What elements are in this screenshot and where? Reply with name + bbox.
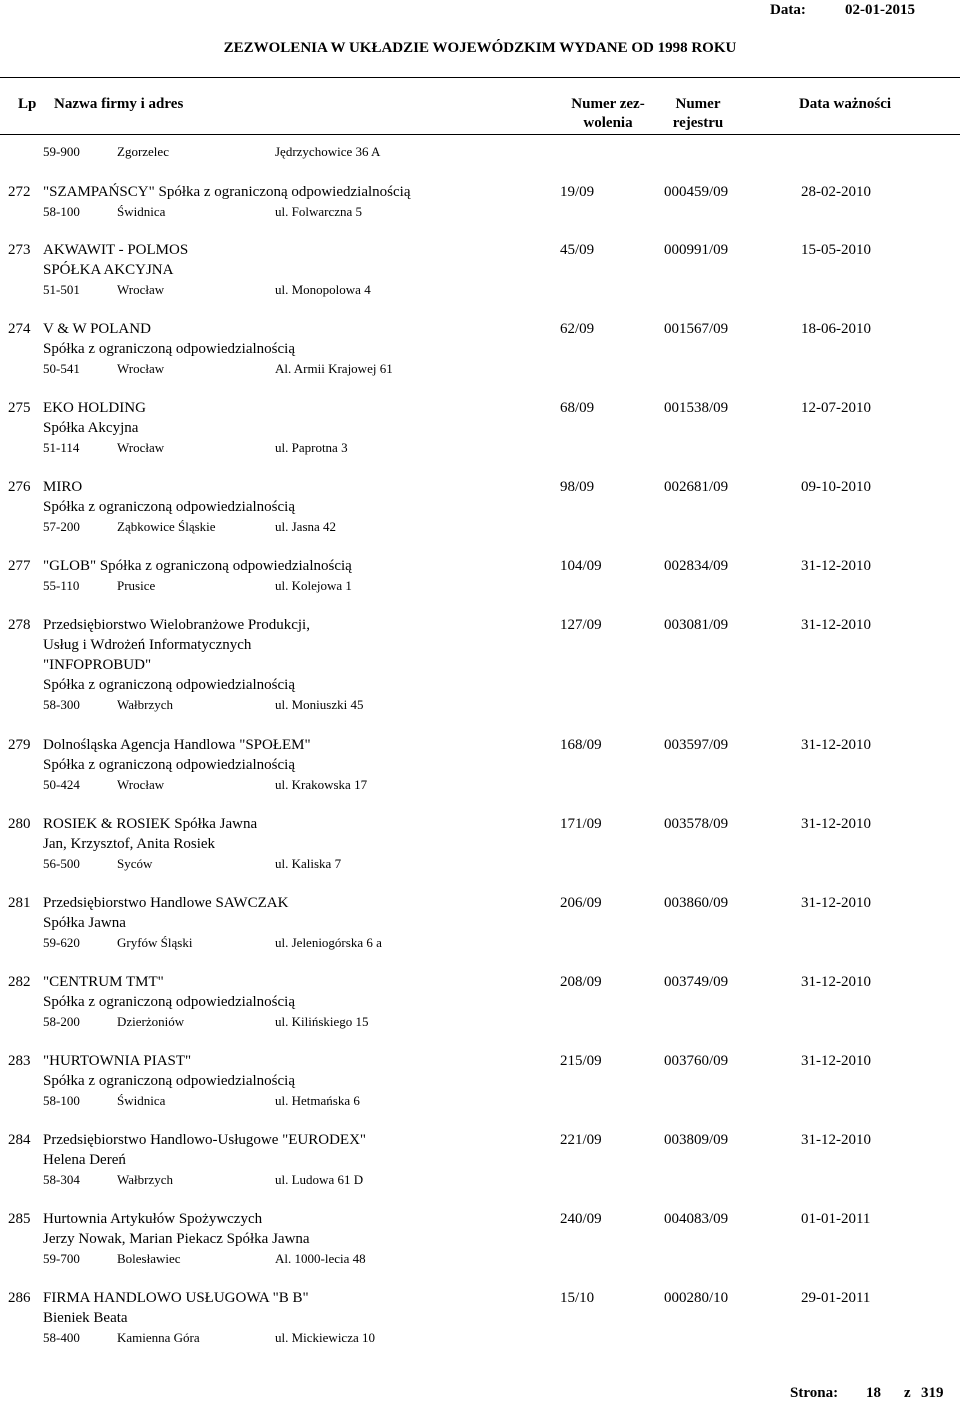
record-name-line: Spółka z ograniczoną odpowiedzialnością xyxy=(43,757,295,773)
record-name-line: Jerzy Nowak, Marian Piekacz Spółka Jawna xyxy=(43,1231,310,1247)
record-register-number: 003860/09 xyxy=(664,895,729,911)
record-permit-number: 45/09 xyxy=(560,242,595,258)
record-lp: 274 xyxy=(8,321,31,337)
record-name-line: Przedsiębiorstwo Handlowo-Usługowe "EURODEX" xyxy=(43,1132,367,1148)
record-street: ul. Hetmańska 6 xyxy=(275,1093,360,1108)
record-register-number: 003597/09 xyxy=(664,737,729,753)
record-register-number: 001538/09 xyxy=(664,400,729,416)
record-permit-number: 98/09 xyxy=(560,479,595,495)
record-city: Kamienna Góra xyxy=(117,1330,200,1345)
record-name-line: Spółka Jawna xyxy=(43,915,126,931)
record-postal-code: 58-200 xyxy=(43,1014,80,1029)
record-register-number: 003081/09 xyxy=(664,617,729,633)
record-postal-code: 58-304 xyxy=(43,1172,80,1187)
record-permit-number: 104/09 xyxy=(560,558,602,574)
record-name-line: Dolnośląska Agencja Handlowa "SPOŁEM" xyxy=(43,737,311,753)
record-street: ul. Paprotna 3 xyxy=(275,440,348,455)
record-street: ul. Jasna 42 xyxy=(275,519,337,534)
record-permit-number: 127/09 xyxy=(560,617,602,633)
record-register-number: 000280/10 xyxy=(664,1290,729,1306)
record-postal-code: 59-620 xyxy=(43,935,80,950)
col-lp-header: Lp xyxy=(18,96,37,112)
record-lp: 277 xyxy=(8,558,31,574)
record-postal-code: 56-500 xyxy=(43,856,80,871)
record-register-number: 003749/09 xyxy=(664,974,729,990)
record-city: Wrocław xyxy=(117,777,165,792)
record-lp: 286 xyxy=(8,1290,31,1306)
record-name-line: "GLOB" Spółka z ograniczoną odpowiedzialnością xyxy=(43,558,352,574)
col-name-header: Nazwa firmy i adres xyxy=(54,96,184,112)
record-name-line: Bieniek Beata xyxy=(43,1310,128,1326)
record-validity-date: 31-12-2010 xyxy=(801,1132,871,1148)
record-permit-number: 19/09 xyxy=(560,184,595,200)
record-name-line: V & W POLAND xyxy=(43,321,151,337)
footer-page-label: Strona: xyxy=(790,1385,839,1401)
record-city: Gryfów Śląski xyxy=(117,935,193,950)
footer-page-total: 319 xyxy=(921,1385,944,1401)
record-street: ul. Krakowska 17 xyxy=(275,777,368,792)
record-name-line: Spółka z ograniczoną odpowiedzialnością xyxy=(43,1073,295,1089)
footer-of-label: z xyxy=(904,1385,911,1401)
record-postal-code: 50-424 xyxy=(43,777,80,792)
record-validity-date: 09-10-2010 xyxy=(801,479,871,495)
record-postal-code: 51-114 xyxy=(43,440,80,455)
record-permit-number: 206/09 xyxy=(560,895,602,911)
record-register-number: 003809/09 xyxy=(664,1132,729,1148)
record-lp: 283 xyxy=(8,1053,31,1069)
record-name-line: Helena Dereń xyxy=(43,1152,126,1168)
prev-city: Zgorzelec xyxy=(117,144,169,159)
record-city: Wrocław xyxy=(117,440,165,455)
record-name-line: Jan, Krzysztof, Anita Rosiek xyxy=(43,836,216,852)
record-name-line: Spółka z ograniczoną odpowiedzialnością xyxy=(43,341,295,357)
record-name-line: "INFOPROBUD" xyxy=(43,657,152,673)
record-lp: 281 xyxy=(8,895,31,911)
record-postal-code: 55-110 xyxy=(43,578,80,593)
record-validity-date: 15-05-2010 xyxy=(801,242,871,258)
record-validity-date: 01-01-2011 xyxy=(801,1211,871,1227)
record-name-line: Hurtownia Artykułów Spożywczych xyxy=(43,1211,263,1227)
record-register-number: 002681/09 xyxy=(664,479,729,495)
record-street: ul. Monopolowa 4 xyxy=(275,282,371,297)
record-permit-number: 168/09 xyxy=(560,737,602,753)
record-permit-number: 15/10 xyxy=(560,1290,595,1306)
record-lp: 275 xyxy=(8,400,31,416)
record-postal-code: 57-200 xyxy=(43,519,80,534)
record-postal-code: 58-400 xyxy=(43,1330,80,1345)
record-lp: 279 xyxy=(8,737,31,753)
record-street: ul. Kaliska 7 xyxy=(275,856,342,871)
record-name-line: MIRO xyxy=(43,479,83,495)
record-street: ul. Kolejowa 1 xyxy=(275,578,352,593)
record-validity-date: 31-12-2010 xyxy=(801,558,871,574)
record-lp: 272 xyxy=(8,184,31,200)
record-validity-date: 29-01-2011 xyxy=(801,1290,871,1306)
col-register-header-l1: Numer xyxy=(675,96,721,112)
record-register-number: 001567/09 xyxy=(664,321,729,337)
record-lp: 282 xyxy=(8,974,31,990)
record-street: ul. Mickiewicza 10 xyxy=(275,1330,375,1345)
record-name-line: AKWAWIT - POLMOS xyxy=(43,242,189,258)
record-postal-code: 58-300 xyxy=(43,697,80,712)
record-city: Ząbkowice Śląskie xyxy=(117,519,216,534)
record-city: Wrocław xyxy=(117,361,165,376)
record-name-line: "SZAMPAŃSCY" Spółka z ograniczoną odpowiedzialnością xyxy=(43,184,411,200)
record-street: ul. Moniuszki 45 xyxy=(275,697,364,712)
record-city: Dzierżoniów xyxy=(117,1014,185,1029)
record-city: Wrocław xyxy=(117,282,165,297)
record-postal-code: 58-100 xyxy=(43,204,80,219)
record-lp: 285 xyxy=(8,1211,31,1227)
record-name-line: Spółka z ograniczoną odpowiedzialnością xyxy=(43,499,295,515)
record-postal-code: 51-501 xyxy=(43,282,80,297)
record-validity-date: 31-12-2010 xyxy=(801,1053,871,1069)
prev-postal: 59-900 xyxy=(43,144,80,159)
record-lp: 278 xyxy=(8,617,31,633)
record-register-number: 003760/09 xyxy=(664,1053,729,1069)
col-validity-header: Data ważności xyxy=(798,96,892,112)
record-lp: 276 xyxy=(8,479,31,495)
record-city: Prusice xyxy=(117,578,156,593)
record-permit-number: 171/09 xyxy=(560,816,602,832)
record-street: ul. Jeleniogórska 6 a xyxy=(275,935,382,950)
record-name-line: Spółka z ograniczoną odpowiedzialnością xyxy=(43,994,295,1010)
record-permit-number: 208/09 xyxy=(560,974,602,990)
date-value: 02-01-2015 xyxy=(845,2,915,18)
record-name-line: ROSIEK & ROSIEK Spółka Jawna xyxy=(43,816,258,832)
record-name-line: Usług i Wdrożeń Informatycznych xyxy=(43,637,252,653)
col-permit-header-l1: Numer zez- xyxy=(571,96,645,112)
record-city: Wałbrzych xyxy=(117,697,173,712)
col-permit-header-l2: wolenia xyxy=(583,115,633,131)
record-validity-date: 31-12-2010 xyxy=(801,816,871,832)
record-name-line: Spółka Akcyjna xyxy=(43,420,139,436)
record-permit-number: 221/09 xyxy=(560,1132,602,1148)
record-name-line: Spółka z ograniczoną odpowiedzialnością xyxy=(43,677,295,693)
footer-page-number: 18 xyxy=(866,1385,881,1401)
record-register-number: 003578/09 xyxy=(664,816,729,832)
col-register-header-l2: rejestru xyxy=(672,115,724,131)
record-validity-date: 31-12-2010 xyxy=(801,737,871,753)
record-register-number: 000991/09 xyxy=(664,242,729,258)
record-postal-code: 50-541 xyxy=(43,361,80,376)
record-city: Wałbrzych xyxy=(117,1172,173,1187)
record-street: Al. 1000-lecia 48 xyxy=(275,1251,366,1266)
record-validity-date: 28-02-2010 xyxy=(801,184,871,200)
record-permit-number: 62/09 xyxy=(560,321,595,337)
record-postal-code: 59-700 xyxy=(43,1251,80,1266)
record-city: Świdnica xyxy=(117,204,166,219)
record-name-line: EKO HOLDING xyxy=(43,400,146,416)
record-street: ul. Folwarczna 5 xyxy=(275,204,363,219)
record-name-line: Przedsiębiorstwo Handlowe SAWCZAK xyxy=(43,895,289,911)
page-title: ZEZWOLENIA W UKŁADZIE WOJEWÓDZKIM WYDANE OD 1998 ROKU xyxy=(223,40,737,56)
date-label: Data: xyxy=(770,2,806,18)
record-lp: 280 xyxy=(8,816,31,832)
prev-street: Jędrzychowice 36 A xyxy=(275,144,381,159)
record-name-line: "HURTOWNIA PIAST" xyxy=(43,1053,192,1069)
record-name-line: Przedsiębiorstwo Wielobranżowe Produkcji, xyxy=(43,617,310,633)
record-street: ul. Kilińskiego 15 xyxy=(275,1014,369,1029)
record-validity-date: 12-07-2010 xyxy=(801,400,871,416)
record-validity-date: 31-12-2010 xyxy=(801,895,871,911)
record-city: Syców xyxy=(117,856,153,871)
header-top-rule xyxy=(0,77,960,78)
record-validity-date: 31-12-2010 xyxy=(801,974,871,990)
record-name-line: FIRMA HANDLOWO USŁUGOWA "B B" xyxy=(43,1290,309,1306)
record-lp: 273 xyxy=(8,242,31,258)
record-validity-date: 18-06-2010 xyxy=(801,321,871,337)
record-register-number: 000459/09 xyxy=(664,184,729,200)
record-street: ul. Ludowa 61 D xyxy=(275,1172,364,1187)
record-register-number: 002834/09 xyxy=(664,558,729,574)
record-street: Al. Armii Krajowej 61 xyxy=(275,361,393,376)
record-name-line: SPÓŁKA AKCYJNA xyxy=(43,262,174,278)
record-validity-date: 31-12-2010 xyxy=(801,617,871,633)
record-postal-code: 58-100 xyxy=(43,1093,80,1108)
record-permit-number: 68/09 xyxy=(560,400,595,416)
record-permit-number: 240/09 xyxy=(560,1211,602,1227)
record-city: Bolesławiec xyxy=(117,1251,181,1266)
record-lp: 284 xyxy=(8,1132,31,1148)
header-bottom-rule xyxy=(0,134,960,135)
record-city: Świdnica xyxy=(117,1093,166,1108)
record-register-number: 004083/09 xyxy=(664,1211,729,1227)
record-permit-number: 215/09 xyxy=(560,1053,602,1069)
record-name-line: "CENTRUM TMT" xyxy=(43,974,164,990)
